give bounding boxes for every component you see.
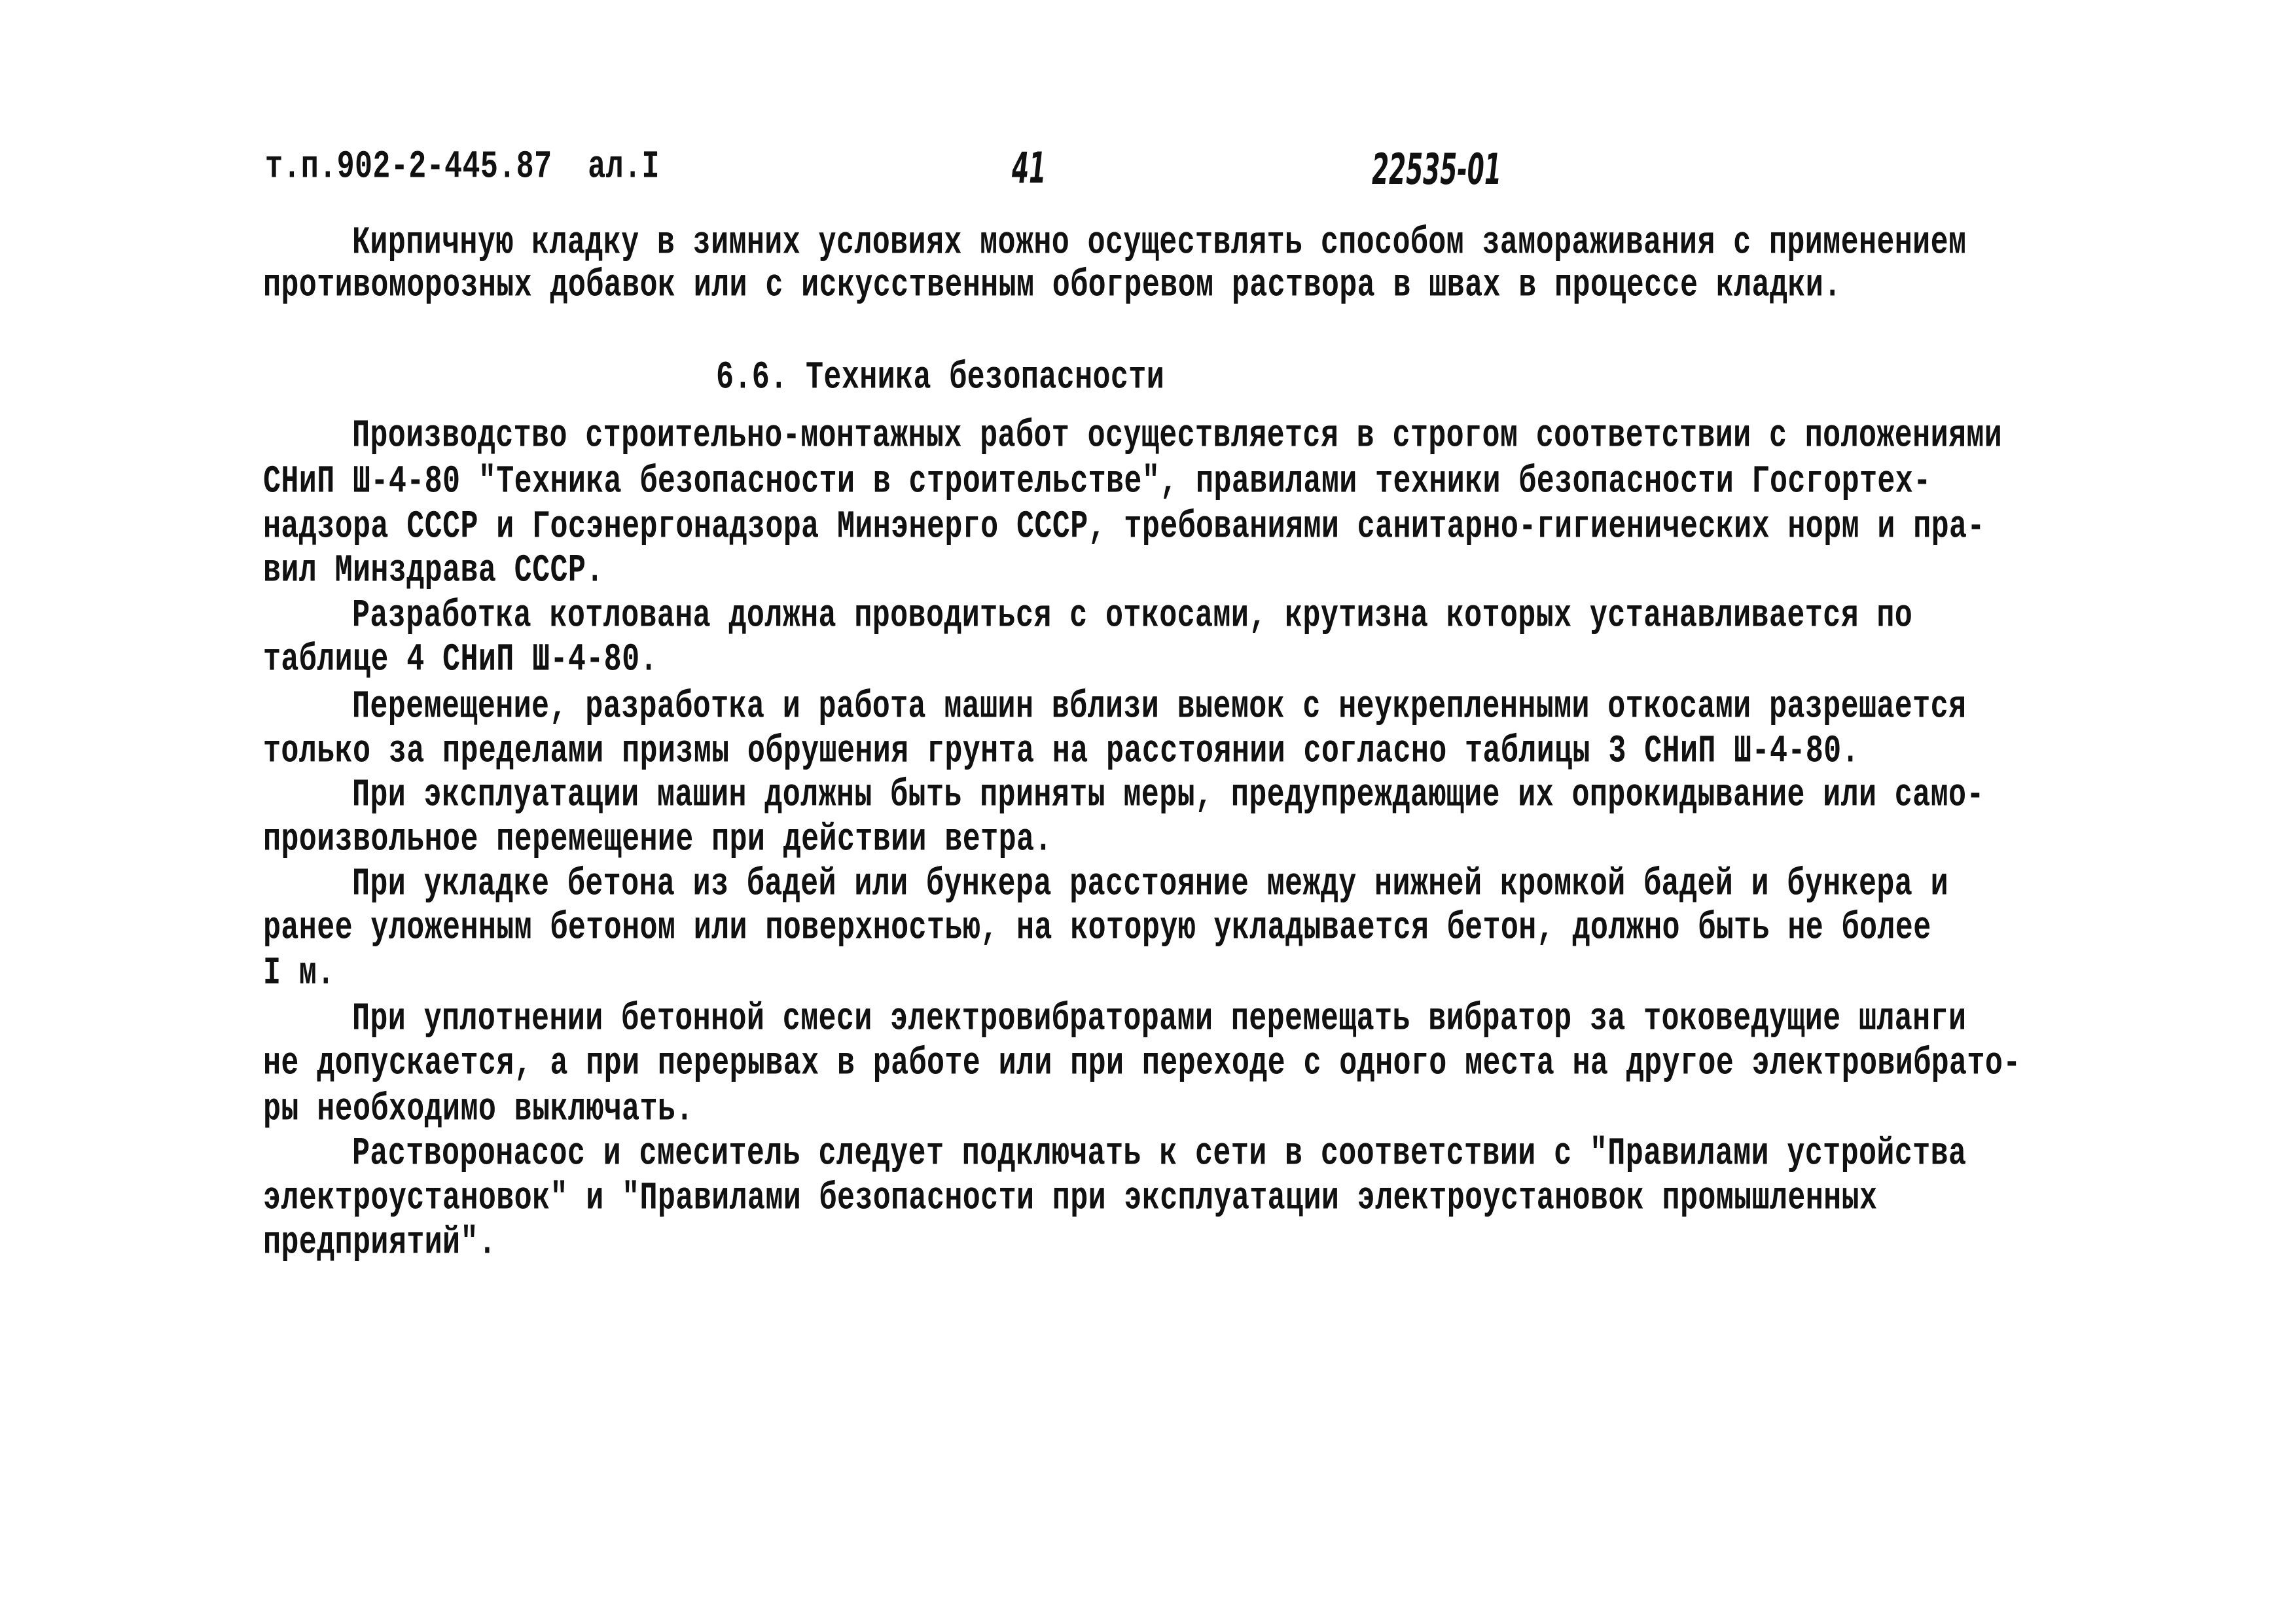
text-line: Растворонасос и смеситель следует подключать к сети в соответствии с "Правилами устройства bbox=[352, 1132, 1967, 1176]
text-line: При укладке бетона из бадей или бункера расстояние между нижней кромкой бадей и бункера и bbox=[352, 862, 1948, 906]
text-line: Перемещение, разработка и работа машин вблизи выемок с неукрепленными откосами разрешается bbox=[352, 685, 1967, 729]
text-line: надзора СССР и Госэнергонадзора Минэнерго СССР, требованиями санитарно-гигиенических норм и пра- bbox=[263, 505, 1985, 549]
text-line: При эксплуатации машин должны быть приняты меры, предупреждающие их опрокидывание или само- bbox=[352, 773, 1984, 817]
text-line: СНиП Ш-4-80 "Техника безопасности в строительстве", правилами техники безопасности Госгортех- bbox=[263, 459, 1931, 504]
text-line: При уплотнении бетонной смеси электровибраторами перемещать вибратор за токоведущие шланги bbox=[352, 997, 1967, 1041]
text-line: противоморозных добавок или с искусственным обогревом раствора в швах в процессе кладки. bbox=[263, 263, 1842, 308]
text-line: таблице 4 СНиП Ш-4-80. bbox=[263, 637, 658, 682]
text-line: только за пределами призмы обрушения грунта на расстоянии согласно таблицы 3 СНиП Ш-4-80. bbox=[263, 729, 1859, 774]
text-line: ранее уложенным бетоном или поверхностью, на которую укладывается бетон, должно быть не более bbox=[263, 906, 1931, 950]
text-line: вил Минздрава СССР. bbox=[263, 548, 604, 593]
text-line: Разработка котлована должна проводиться с откосами, крутизна которых устанавливается по bbox=[352, 594, 1913, 638]
text-line: ры необходимо выключать. bbox=[263, 1087, 694, 1132]
section-heading: 6.6. Техника безопасности bbox=[716, 355, 1165, 400]
text-line: Кирпичную кладку в зимних условиях можно осуществлять способом замораживания с применением bbox=[352, 221, 1967, 265]
text-line: предприятий". bbox=[263, 1221, 497, 1265]
document-code: т.п.902-2-445.87 ал.I bbox=[265, 145, 660, 189]
text-line: Производство строительно-монтажных работ осуществляется в строгом соответствии с положениями bbox=[352, 414, 2003, 458]
text-line: произвольное перемещение при действии ветра. bbox=[263, 817, 1052, 862]
text-line: не допускается, а при перерывах в работе или при переходе с одного места на другое электровибрато- bbox=[263, 1041, 2021, 1086]
archive-code: 22535-01 bbox=[1372, 145, 1501, 194]
page-number: 41 bbox=[1012, 144, 1047, 193]
text-line: электроустановок" и "Правилами безопасности при эксплуатации электроустановок промышленных bbox=[263, 1176, 1878, 1221]
text-line: I м. bbox=[263, 951, 335, 995]
